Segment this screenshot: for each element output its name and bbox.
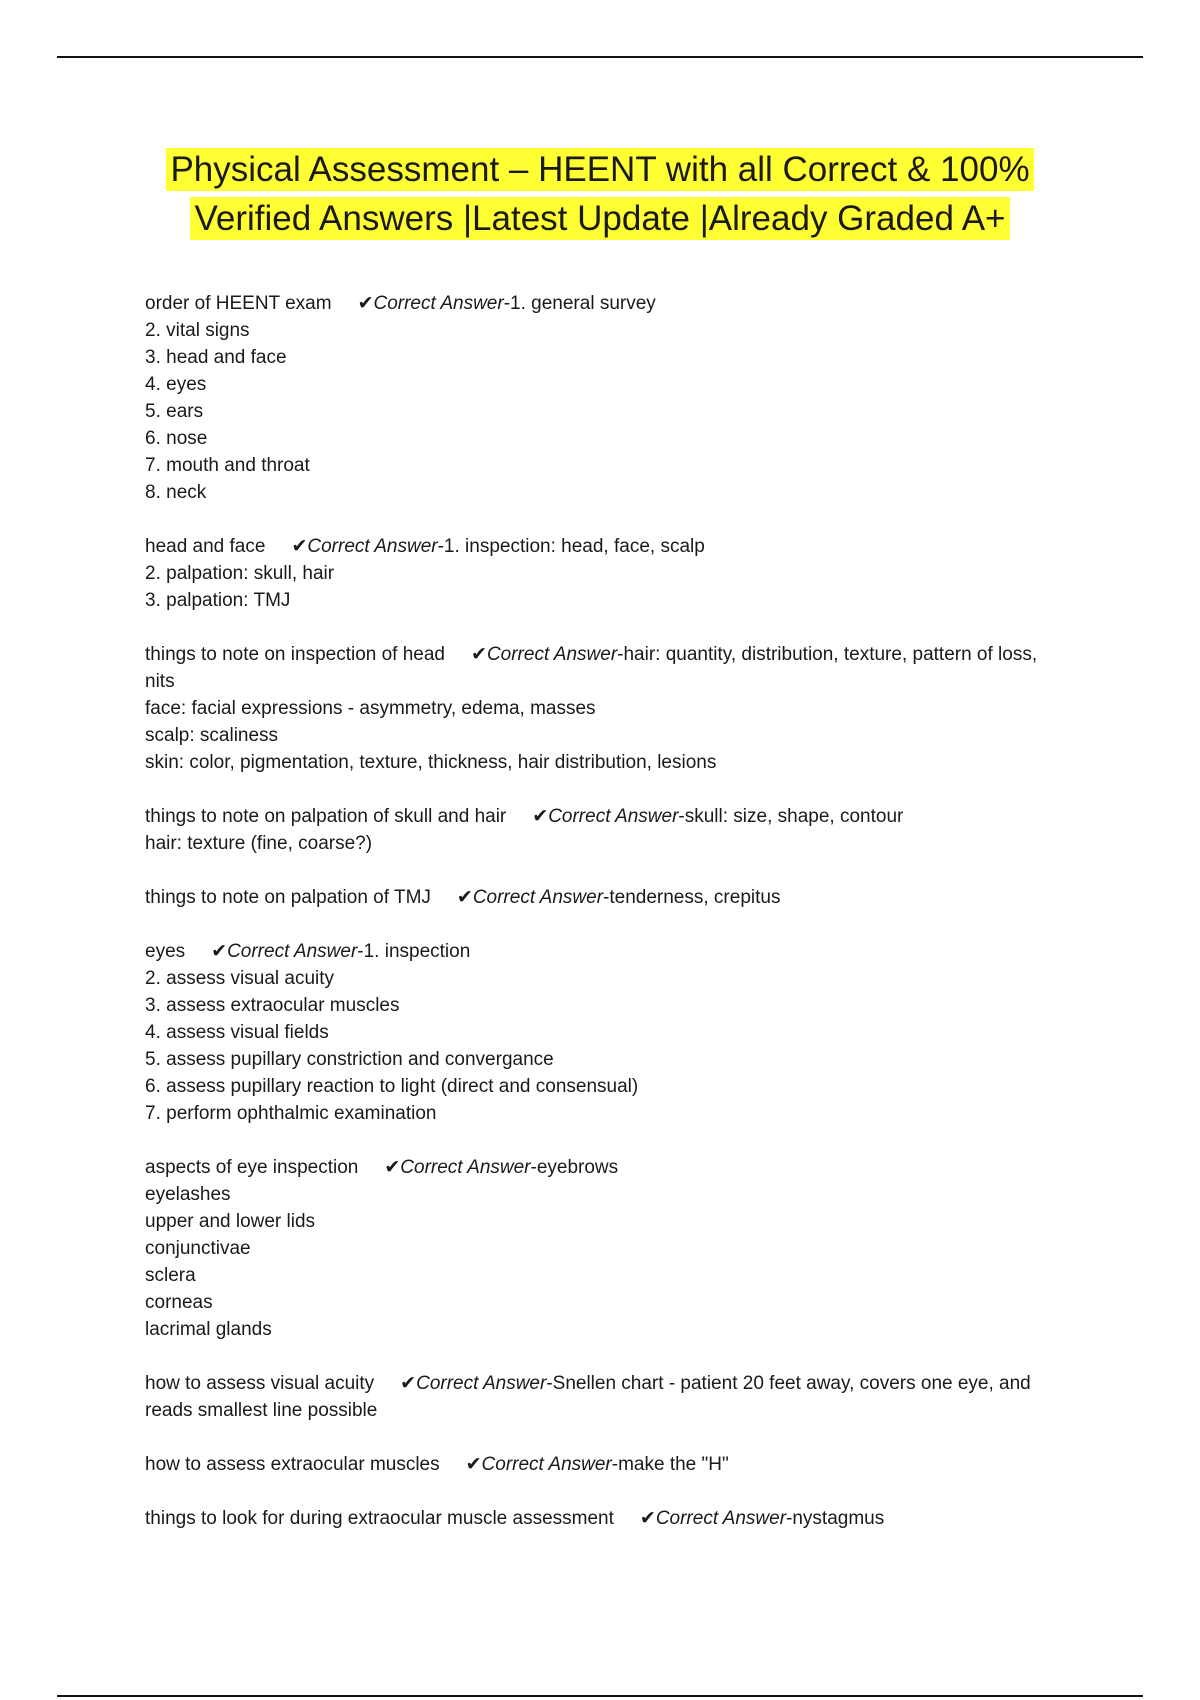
qa-list — [145, 290, 1060, 1559]
answer-line: 6. assess pupillary reaction to light (direct and consensual) — [145, 1076, 639, 1097]
checkmark-icon: ✔ — [400, 1373, 417, 1394]
question-text: order of HEENT exam — [145, 293, 332, 314]
answer-line: face: facial expressions - asymmetry, edema, masses — [145, 698, 596, 719]
answer-line: 2. vital signs — [145, 320, 250, 341]
question-text: how to assess visual acuity — [145, 1373, 375, 1394]
qa-first-line: aspects of eye inspection ✔Correct Answer-eyebrows — [145, 1157, 619, 1178]
answer-line: 4. assess visual fields — [145, 1022, 329, 1043]
qa-item — [145, 938, 1060, 1127]
answer-line: 2. assess visual acuity — [145, 968, 335, 989]
correct-answer-label: Correct Answer — [400, 1157, 531, 1178]
answer-text: eyebrows — [536, 1157, 619, 1178]
answer-text: Snellen chart - patient 20 feet away, covers one eye, and reads smallest line possible — [145, 1373, 1031, 1421]
answer-text: 1. inspection — [363, 941, 471, 962]
correct-answer-label: Correct Answer — [548, 806, 679, 827]
qa-first-line: head and face ✔Correct Answer-1. inspection: head, face, scalp — [145, 536, 705, 557]
bottom-rule — [57, 1695, 1143, 1697]
qa-first-line: how to assess extraocular muscles ✔Correct Answer-make the "H" — [145, 1454, 729, 1475]
qa-first-line: things to look for during extraocular muscle assessment ✔Correct Answer-nystagmus — [145, 1508, 885, 1529]
checkmark-icon: ✔ — [384, 1157, 401, 1178]
answer-line: 5. ears — [145, 401, 204, 422]
answer-line: scalp: scaliness — [145, 725, 279, 746]
checkmark-icon: ✔ — [639, 1508, 656, 1529]
correct-answer-label: Correct Answer — [307, 536, 438, 557]
question-text: head and face — [145, 536, 266, 557]
correct-answer-label: Correct Answer — [481, 1454, 612, 1475]
correct-answer-label: Correct Answer — [227, 941, 358, 962]
answer-text: 1. inspection: head, face, scalp — [443, 536, 705, 557]
qa-first-line: how to assess visual acuity ✔Correct Answer-Snellen chart - patient 20 feet away, covers one eye, and reads smallest line possible — [145, 1373, 1031, 1421]
answer-line: lacrimal glands — [145, 1319, 272, 1340]
answer-line: 7. perform ophthalmic examination — [145, 1103, 437, 1124]
qa-first-line: things to note on palpation of TMJ ✔Correct Answer-tenderness, crepitus — [145, 887, 781, 908]
qa-item — [145, 1370, 1060, 1424]
question-text: eyes — [145, 941, 186, 962]
answer-line: sclera — [145, 1265, 196, 1286]
answer-line: 4. eyes — [145, 374, 207, 395]
answer-text: nystagmus — [792, 1508, 885, 1529]
answer-line: conjunctivae — [145, 1238, 251, 1259]
answer-line: 7. mouth and throat — [145, 455, 310, 476]
qa-first-line: order of HEENT exam ✔Correct Answer-1. general survey — [145, 293, 656, 314]
document-title — [0, 145, 1200, 243]
answer-text: skull: size, shape, contour — [684, 806, 904, 827]
qa-item — [145, 884, 1060, 911]
qa-first-line: things to note on palpation of skull and hair ✔Correct Answer-skull: size, shape, contour — [145, 806, 904, 827]
question-text: things to note on inspection of head — [145, 644, 446, 665]
answer-line: corneas — [145, 1292, 213, 1313]
answer-text: hair: quantity, distribution, texture, pattern of loss, nits — [145, 644, 1038, 692]
answer-line: hair: texture (fine, coarse?) — [145, 833, 373, 854]
checkmark-icon: ✔ — [211, 941, 228, 962]
answer-line: 3. assess extraocular muscles — [145, 995, 400, 1016]
checkmark-icon: ✔ — [532, 806, 549, 827]
answer-line: 5. assess pupillary constriction and convergance — [145, 1049, 554, 1070]
title-line-2: Verified Answers |Latest Update |Already Graded A+ — [190, 197, 1009, 240]
checkmark-icon: ✔ — [357, 293, 374, 314]
question-text: things to look for during extraocular muscle assessment — [145, 1508, 614, 1529]
answer-text: 1. general survey — [510, 293, 656, 314]
answer-line: 2. palpation: skull, hair — [145, 563, 335, 584]
answer-text: tenderness, crepitus — [609, 887, 781, 908]
qa-item — [145, 803, 1060, 857]
checkmark-icon: ✔ — [471, 644, 487, 665]
question-text: how to assess extraocular muscles — [145, 1454, 440, 1475]
answer-line: 3. head and face — [145, 347, 287, 368]
qa-first-line: things to note on inspection of head ✔Correct Answer-hair: quantity, distribution, texture, pattern of loss, nits — [145, 644, 1038, 692]
title-line-1: Physical Assessment – HEENT with all Correct & 100% — [166, 148, 1033, 191]
qa-item — [145, 1451, 1060, 1478]
correct-answer-label: Correct Answer — [416, 1373, 547, 1394]
checkmark-icon: ✔ — [465, 1454, 482, 1475]
question-text: things to note on palpation of skull and hair — [145, 806, 507, 827]
answer-line: 8. neck — [145, 482, 207, 503]
qa-item — [145, 1154, 1060, 1343]
checkmark-icon: ✔ — [456, 887, 473, 908]
correct-answer-label: Correct Answer — [655, 1508, 787, 1529]
question-text: aspects of eye inspection — [145, 1157, 359, 1178]
correct-answer-label: Correct Answer — [472, 887, 604, 908]
answer-line: 6. nose — [145, 428, 208, 449]
top-rule — [57, 56, 1143, 58]
checkmark-icon: ✔ — [291, 536, 308, 557]
qa-item — [145, 1505, 1060, 1532]
qa-item — [145, 533, 1060, 614]
answer-text: make the "H" — [618, 1454, 729, 1475]
answer-line: upper and lower lids — [145, 1211, 316, 1232]
correct-answer-label: Correct Answer — [373, 293, 504, 314]
qa-first-line: eyes ✔Correct Answer-1. inspection — [145, 941, 471, 962]
answer-line: skin: color, pigmentation, texture, thickness, hair distribution, lesions — [145, 752, 717, 773]
question-text: things to note on palpation of TMJ — [145, 887, 431, 908]
qa-item — [145, 641, 1060, 776]
correct-answer-label: Correct Answer — [486, 644, 618, 665]
answer-line: eyelashes — [145, 1184, 231, 1205]
qa-item — [145, 290, 1060, 506]
answer-line: 3. palpation: TMJ — [145, 590, 291, 611]
